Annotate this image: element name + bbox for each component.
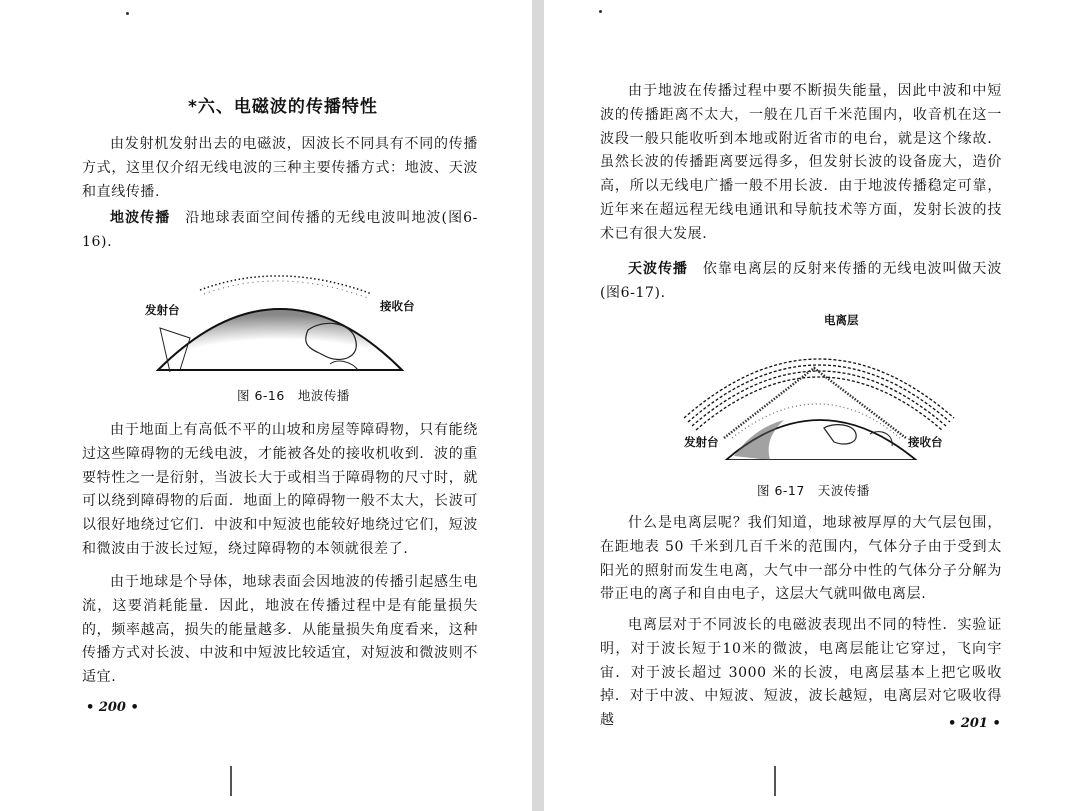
left-page — [0, 0, 532, 811]
scan-mark — [230, 766, 232, 796]
conductor-paragraph: 由于地球是个导体，地球表面会因地波的传播引起感生电流，这要消耗能量．因此，地波在传播过程中是有能量损失的，频率越高，损失的能量越多．从能量损失角度看来，这种传播方式对长波、中波和中短波比较适宜，对短波和微波则不适宜. — [82, 574, 478, 686]
ionosphere-band-outer — [684, 359, 954, 418]
page-number: • 201 • — [948, 716, 1001, 731]
page-number: • 200 • — [86, 700, 139, 715]
ionosphere-properties-paragraph: 电离层对于不同波长的电磁波表现出不同的特性．实验证明，对于波长短于10米的微波，电离层能让它穿过，飞向宇宙．对于波长超过 3000 米的长波，电离层基本上把它吸收掉．对于中波、中短波、短波，波长越短，电离层对它吸收得越 — [600, 617, 1002, 729]
right-page — [544, 0, 1080, 811]
sky-wave-heading: 天波传播 — [628, 261, 688, 277]
energy-loss-paragraph: 由于地波在传播过程中要不断损失能量，因此中波和中短波的传播距离不太大，一般在几百千米范围内，收音机在这一波段一般只能收听到本地或附近省市的电台，就是这个缘故．虽然长波的传播距离要远得多，但发射长波的设备庞大，造价高，所以无线电广播一般不用长波．由于地波传播稳定可靠，近年来在超远程无线电通讯和导航技术等方面，发射长波的技术已有很大发展. — [600, 83, 1002, 242]
scan-speck — [126, 12, 129, 15]
transmitter-label: 发射台 — [145, 303, 180, 317]
scan-mark — [774, 766, 776, 796]
figure-caption: 图 6-16 地波传播 — [237, 388, 350, 403]
earth-arc — [158, 309, 402, 370]
transmitter-label: 发射台 — [684, 435, 719, 449]
receiver-label: 接收台 — [380, 299, 415, 313]
ground-wave-paragraph — [82, 207, 478, 255]
figure-ground-wave — [140, 268, 420, 376]
obstacle-paragraph: 由于地面上有高低不平的山坡和房屋等障碍物，只有能绕过这些障碍物的无线电波，才能被各处的接收机收到．波的重要特性之一是衍射，当波长大于或相当于障碍物的尺寸时，就可以绕到障碍物的后面．地面上的障碍物一般不太大，长波可以很好地绕过它们．中波和中短波也能较好地绕过它们，短波和微波由于波长过短，绕过障碍物的本领就很差了. — [82, 422, 478, 557]
section-title: *六、电磁波的传播特性 — [188, 97, 378, 117]
sky-wave-definition: 依靠电离层的反射来传播的无线电波叫做天波(图6-17). — [600, 261, 1003, 301]
intro-paragraph: 由发射机发射出去的电磁波，因波长不同具有不同的传播方式，这里仅介绍无线电波的三种主要传播方式：地波、天波和直线传播. — [82, 136, 478, 200]
figure-caption: 图 6-17 天波传播 — [757, 483, 870, 498]
ionosphere-label: 电离层 — [824, 313, 859, 327]
ionosphere-paragraph: 什么是电离层呢？我们知道，地球被厚厚的大气层包围，在距地表 50 千米到几百千米的范围内，气体分子由于受到太阳光的照射而发生电离，大气中一部分中性的气体分子分解为带正电的离子和自由电子，这层大气就叫做电离层. — [600, 515, 1002, 603]
sky-wave-paragraph — [600, 258, 1002, 306]
receiver-label: 接收台 — [908, 435, 943, 449]
ground-wave-path — [200, 276, 372, 294]
ground-wave-heading: 地波传播 — [110, 210, 171, 226]
figure-sky-wave — [674, 310, 964, 460]
scan-speck — [599, 10, 602, 13]
ground-wave-definition: 沿地球表面空间传播的无线电波叫地波(图6-16). — [82, 210, 478, 250]
